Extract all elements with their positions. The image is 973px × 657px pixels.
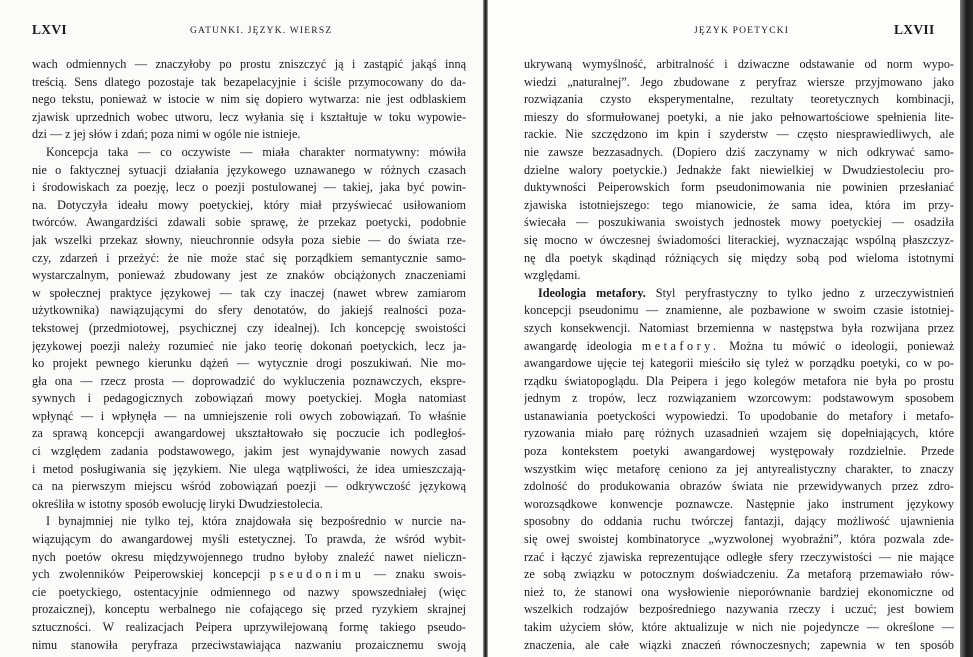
text-line: za sprawą koncepcji awangardowej ukształtowało się poczucie ich podległoś- <box>32 426 466 441</box>
text-line: ze sobą związku w potocznym doświadczeniu. Za metaforą przemawiało rów- <box>524 567 954 582</box>
text-line: jednym z tropów, lecz rozwiązaniem wzorcowym: podstawowym sposobem <box>524 391 954 406</box>
right-body-text <box>524 56 954 654</box>
text-line: na. Dotyczyła ideału mowy poetyckiej, który miał przyświecać usiłowaniom <box>32 197 466 212</box>
text-line: wiedzi „naturalnej”. Jego zbudowane z peryfraz wiersze przyjmowano jako <box>524 74 954 89</box>
text-fragment: Styl peryfrastyczny to tylko jedno z urzeczywistnień <box>645 285 954 300</box>
left-running-head: GATUNKI. JĘZYK. WIERSZ <box>190 26 333 36</box>
text-line: poza kontekstem poetyki awangardowej występowały rozdzielnie. Przede <box>524 444 954 459</box>
text-line: ca na pierwszym miejscu wśród zobowiązań poezji — odkrywczość językową <box>32 479 466 494</box>
text-line: cie poetyckiego, ostentacyjnie odmiennego od nazwy spowszedniałej (więc <box>32 584 466 599</box>
text-line: względami. <box>524 268 581 283</box>
text-line: rozwiązania czysto eksperymentalne, rezultaty teoretycznych kombinacji, <box>524 92 954 107</box>
text-line: znaczenia, ale całe wiązki znaczeń równoczesnych; zapewnia w ten sposób <box>524 637 954 652</box>
text-line: wszystkim więc metaforę ceniono za jej antyrealistyczny charakter, to znaczy <box>524 461 954 476</box>
text-line: nę dla poetyk skądinąd różniących się między sobą pod wieloma istotnymi <box>524 250 954 265</box>
text-line: w społecznej praktyce językowej — tak czy inaczej (nawet wbrew zamiarom <box>32 285 466 300</box>
section-title: Ideologia metafory. <box>538 285 646 300</box>
text-line: nie o faktycznej sytuacji działania językowego uznawanego w różnych czasach <box>32 162 466 177</box>
text-line: zjawisk uprzednich wobec utworu, lecz wyłania się i kształtuje w toku wypowie- <box>32 109 466 124</box>
text-line: szych konsekwencji. Natomiast brzemienna w następstwa była rozwijana przez <box>524 320 954 335</box>
text-line: dzi — z jej słów i zdań; poza nimi w ogóle nie istnieje. <box>32 127 301 142</box>
left-folio: LXVI <box>32 22 67 37</box>
text-line: twórców. Awangardziści zdawali sobie sprawę, że przekaz poetycki, podobnie <box>32 215 466 230</box>
text-line: użytkownika) nawiązującymi do sfery denotatów, do jakiejś realności poza- <box>32 303 466 318</box>
text-line: tekstowej (przedmiotowej, psychicznej czy idealnej). Ich koncepcję swoistości <box>32 320 466 335</box>
text-line: i środowiskach za poezję, lecz o poezji postulowanej — takiej, jaka być powin- <box>32 180 466 195</box>
text-line: I bynajmniej nie tylko tej, która znajdowała się bezpośrednio w nurcie na- <box>46 514 466 529</box>
text-line: określiła w istotny sposób ewolucję liryki Dwudziestolecia. <box>32 496 323 511</box>
text-line: świecała — poszukiwania swoistych jednostek mowy poetyckiej — osadziła <box>524 215 954 230</box>
text-line: dzielne walory poetyckie.) Jednakże fakt niewielkiej w Dwudziestoleciu pro- <box>524 162 954 177</box>
text-line <box>524 338 954 356</box>
text-line: Koncepcja taka — co oczywiste — miała charakter normatywny: mówiła <box>46 144 466 159</box>
left-page <box>0 0 483 657</box>
text-line: ukrywaną wymyślność, arbitralność i dziwaczne odstawanie od norm wypo- <box>524 57 954 71</box>
text-line: nimu stanowiła peryfraza przeciwstawiająca nazwaniu prozaicznemu swoją <box>32 637 466 652</box>
text-line: czy, zdarzeń i przeżyć: że nie może stać się porządkiem semantycznie samo- <box>32 250 466 265</box>
text-line: się mocno w ówczesnej świadomości literackiej, wyznaczając wspólną płaszczyz- <box>524 232 954 247</box>
text-line: ko projekt pewnego kierunku dążeń — wytycznie drogi poszukiwań. Nie mo- <box>32 356 466 371</box>
text-line: wystarczalnym, ponieważ zbudowany jest ze znaków obciążonych znaczeniami <box>32 268 466 283</box>
text-line: zdolność do produkowania obrazów świata nie przewidywanych przez zdro- <box>524 479 954 494</box>
text-line: takim użyciem słów, które aktualizuje w nich nie pojedyncze — określone — <box>524 620 954 634</box>
right-page-edge <box>960 0 973 657</box>
text-line: rackie. Nie szczędzono im kpin i szyderstw — często niesprawiedliwych, ale <box>524 127 954 142</box>
text-fragment: Można tu mówić o ideologii, ponieważ <box>719 338 954 353</box>
text-line: wpłynąć — i wpłynęła — na umniejszenie roli owych zobowiązań. To właśnie <box>32 408 466 423</box>
text-line: wiązującym do awangardowej myśli estetycznej. To prawda, że wśród wybit- <box>32 532 466 547</box>
text-line: rzać i łączyć zjawiska reprezentujące odległe sfery rzeczywistości — nie mające <box>524 549 954 564</box>
text-line: koncepcji pseudonimu — znamienne, ale pozbawione w swoim czasie istotniej- <box>524 303 954 318</box>
text-line: jak wszelki przekaz słowny, nieuchronnie odsyła poza siebie — do świata rze- <box>32 232 466 247</box>
text-line: prozaicznej), konceptu werbalnego nie cofającego się przed ryzykiem skrajnej <box>32 602 466 617</box>
text-line: duktywności Peiperowskich form pseudonimowania nie powinien przesłaniać <box>524 180 954 195</box>
text-line: ustanawiania poetyckości wypowiedzi. To upodobanie do metafory i metafo- <box>524 408 954 423</box>
text-line: nych poetów okresu międzywojennego trudno byłoby znaleźć nawet nieliczn- <box>32 549 466 564</box>
spaced-term: pseudonimu <box>269 567 365 582</box>
left-body-text <box>32 56 466 654</box>
text-fragment: — znaku swois- <box>364 567 466 582</box>
text-line: językowej poezji należy rozumieć nie jako teorię dokonań poetyckich, lecz ja- <box>32 338 466 353</box>
text-line: wach odmiennych — znaczyłoby po prostu zniszczyć ją i zastąpić jakąś inną <box>32 57 466 71</box>
text-line: worozsądkowe konwencje poznawcze. Następnie jako instrument językowy <box>524 496 954 511</box>
text-line: sposobny do oddania ruchu twórczej fantazji, dający możliwość ujawnienia <box>524 514 954 529</box>
text-fragment: awangardę ideologia <box>524 338 642 353</box>
text-line: ci względem zadania podstawowego, jakim jest wynajdywanie nowych zasad <box>32 444 466 459</box>
section-heading-line <box>524 285 954 303</box>
text-line: ryzowania miało parę różnych uzasadnień wzajem się dopełniających, które <box>524 426 954 441</box>
text-line: zjawiska istotniejszego: tego mianowicie, że sama idea, która im przy- <box>524 197 954 212</box>
text-line: mieszy do sformułowanej poetyki, a nie jako pełnowartościowe spełnienia lite- <box>524 109 954 124</box>
text-line <box>32 566 466 584</box>
text-line: nież to, że stanowi ona wysłowienie nieporównanie bardziej ekonomiczne od <box>524 584 954 599</box>
spaced-term: metafory. <box>641 338 720 353</box>
text-line: awangardowe ujęcie tej kategorii mieściło się tyleż w porządku poetyki, co w po- <box>524 356 954 371</box>
text-line: i metod posługiwania się językiem. Nie ulega wątpliwości, że idea umieszczają- <box>32 461 466 476</box>
text-line: gła ona — rzecz prosta — doprowadzić do wykluczenia poznawczych, ekspre- <box>32 373 466 388</box>
text-fragment: ych zwolenników Peiperowskiej koncepcji <box>32 567 270 582</box>
text-line: się owej swoistej kombinatoryce „wyzwolonej wyobraźni”, która pozwala zde- <box>524 532 954 547</box>
text-line: nie zawsze bezzasadnych. (Dopiero dziś zaczynamy w nich odkrywać samo- <box>524 144 954 159</box>
right-running-head: JĘZYK POETYCKI <box>694 26 790 36</box>
text-line: sztuczności. W realizacjach Peipera uprzywilejowaną formę takiego pseudo- <box>32 620 466 634</box>
right-folio: LXVII <box>894 22 935 37</box>
text-line: sywnych i pedagogicznych zobowiązań mowy poetyckiej. Mogła natomiast <box>32 391 466 406</box>
text-line: wszelkich rodzajów bezpośredniego nazywania rzeczy i uczuć; jest bowiem <box>524 602 954 617</box>
text-line: treścią. Sens dlatego pozostaje tak bezapelacyjnie i ściśle przymocowany do da- <box>32 74 466 89</box>
text-line: rządku światopoglądu. Dla Peipera i jego kolegów metafora nie była po prostu <box>524 373 954 388</box>
right-page <box>488 0 973 657</box>
text-line: nego tekstu, ponieważ w istocie w nim się dopiero wytwarza: nie jest odblaskiem <box>32 92 466 107</box>
